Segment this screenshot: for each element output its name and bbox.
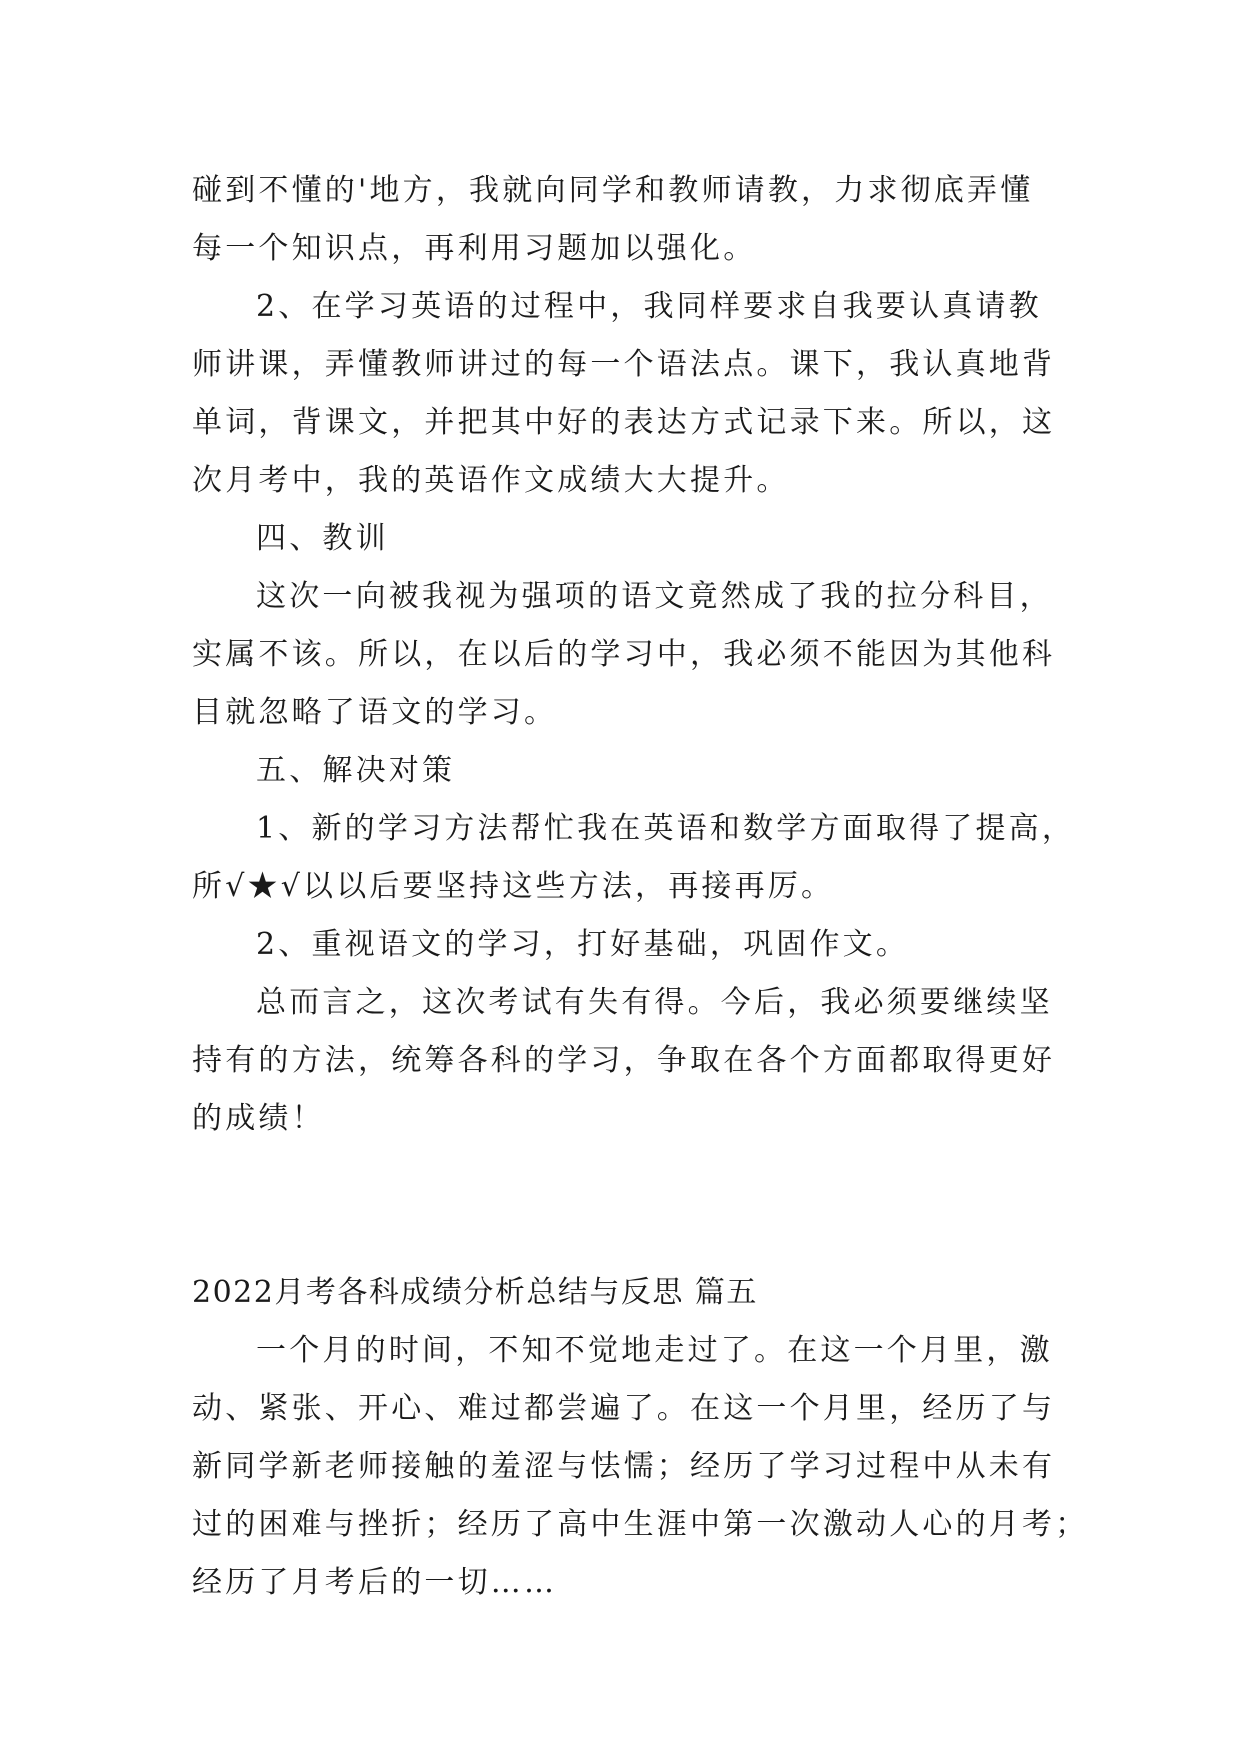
section-heading-solutions: 五、解决对策	[256, 753, 456, 788]
paragraph-line: 过的困难与挫折；经历了高中生涯中第一次激动人心的月考；	[192, 1507, 1089, 1542]
paragraph-line: 碰到不懂的'地方，我就向同学和教师请教，力求彻底弄懂	[192, 173, 1034, 208]
paragraph-line: 的成绩！	[192, 1101, 325, 1136]
paragraph-line: 持有的方法，统筹各科的学习，争取在各个方面都取得更好	[192, 1043, 1056, 1078]
paragraph-line: 这次一向被我视为强项的语文竟然成了我的拉分科目，	[256, 579, 1053, 614]
paragraph-line: 次月考中，我的英语作文成绩大大提升。	[192, 463, 790, 498]
paragraph-line: 每一个知识点，再利用习题加以强化。	[192, 231, 757, 266]
paragraph-line: 师讲课，弄懂教师讲过的每一个语法点。课下，我认真地背	[192, 347, 1056, 382]
paragraph-line: 实属不该。所以，在以后的学习中，我必须不能因为其他科	[192, 637, 1056, 672]
paragraph-line: 2、重视语文的学习，打好基础，巩固作文。	[256, 927, 910, 962]
section-heading-lessons: 四、教训	[256, 521, 389, 556]
section-title: 2022月考各科成绩分析总结与反思 篇五	[192, 1275, 758, 1310]
paragraph-line: 所√★√以以后要坚持这些方法，再接再厉。	[192, 869, 835, 904]
section-gap	[192, 1148, 1058, 1264]
paragraph-line: 总而言之，这次考试有失有得。今后，我必须要继续坚	[256, 985, 1053, 1020]
paragraph-line: 经历了月考后的一切……	[192, 1565, 558, 1600]
paragraph-line: 2、在学习英语的过程中，我同样要求自我要认真请教	[256, 289, 1042, 324]
document-body	[192, 162, 1089, 1612]
paragraph-line: 目就忽略了语文的学习。	[192, 695, 558, 730]
paragraph-line: 动、紧张、开心、难过都尝遍了。在这一个月里，经历了与	[192, 1391, 1056, 1426]
paragraph-line: 一个月的时间，不知不觉地走过了。在这一个月里，激	[256, 1333, 1053, 1368]
paragraph-line: 新同学新老师接触的羞涩与怯懦；经历了学习过程中从未有	[192, 1449, 1056, 1484]
paragraph-line: 1、新的学习方法帮忙我在英语和数学方面取得了提高，	[256, 811, 1076, 846]
paragraph-line: 单词，背课文，并把其中好的表达方式记录下来。所以，这	[192, 405, 1056, 440]
